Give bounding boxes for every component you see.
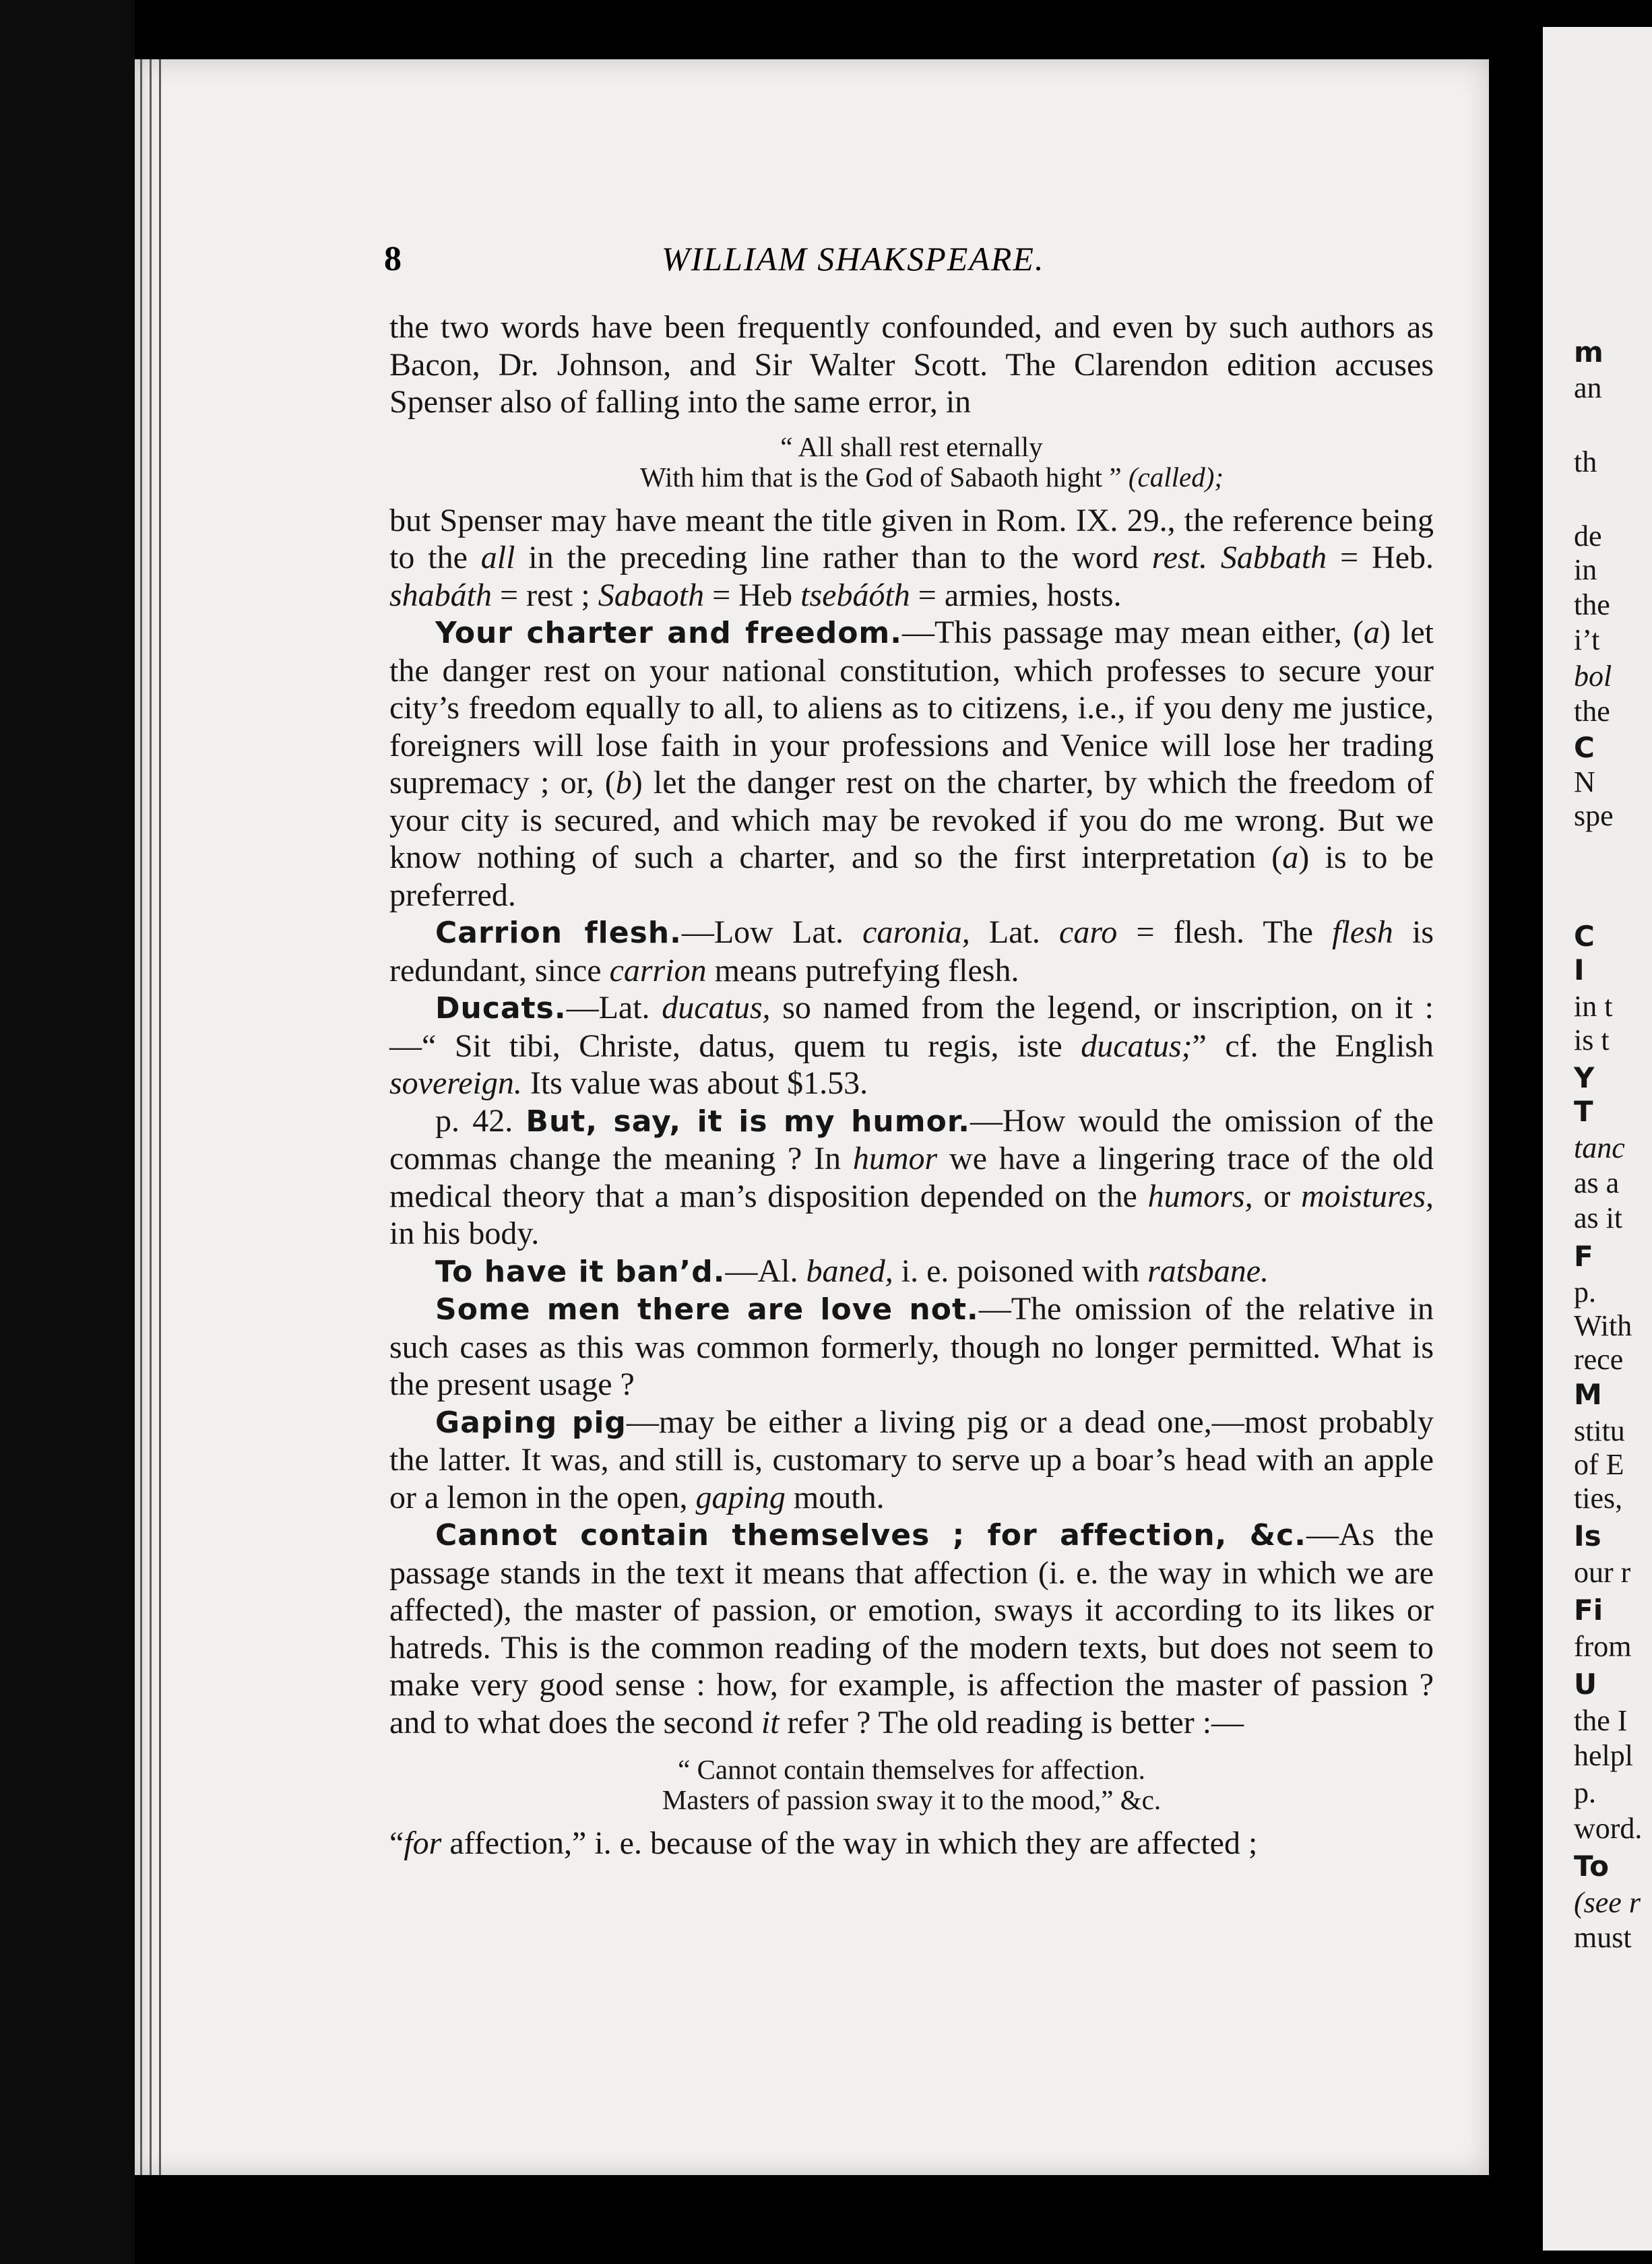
text: = Heb. bbox=[1327, 540, 1434, 575]
italic: ratsbane. bbox=[1147, 1253, 1269, 1289]
quote-line bbox=[389, 462, 1434, 493]
note-entry bbox=[389, 1253, 1434, 1291]
facing-page-fragment: ties, bbox=[1574, 1482, 1623, 1515]
facing-page-fragment: T bbox=[1574, 1095, 1593, 1128]
verse-quote bbox=[389, 1755, 1434, 1815]
italic: baned, bbox=[806, 1253, 893, 1289]
text: —Lat. bbox=[566, 990, 662, 1026]
facing-page-fragment: I bbox=[1574, 953, 1585, 986]
facing-page-fragment: p. bbox=[1574, 1276, 1596, 1309]
note-entry bbox=[389, 1102, 1434, 1253]
note-entry bbox=[389, 614, 1434, 914]
italic: ducatus; bbox=[1081, 1028, 1193, 1064]
paragraph bbox=[389, 309, 1434, 421]
text: = flesh. The bbox=[1117, 914, 1333, 950]
scan-background-left bbox=[0, 0, 135, 2264]
italic: shabáth bbox=[389, 577, 493, 613]
italic: Sabaoth bbox=[598, 577, 705, 613]
text: = rest ; bbox=[492, 577, 598, 613]
italic: all bbox=[480, 540, 515, 575]
text: is redundant, since bbox=[389, 914, 1434, 988]
facing-page-fragment: M bbox=[1574, 1378, 1602, 1411]
italic: gaping bbox=[695, 1479, 786, 1515]
italic: a bbox=[1363, 615, 1380, 650]
text: the two words have been frequently confounded, and even by such authors as Bacon, Dr. Johnson, and Sir Walter Scott. The Clarendon edition accuses Spenser also of falling into the same error, in bbox=[389, 309, 1434, 420]
facing-page-fragment: helpl bbox=[1574, 1739, 1633, 1772]
italic: tsebáóth bbox=[800, 577, 910, 613]
italic: ducatus, bbox=[662, 990, 771, 1026]
facing-page-fragment: tanc bbox=[1574, 1131, 1625, 1164]
facing-page-fragment: F bbox=[1574, 1240, 1593, 1273]
facing-page-fragment: in t bbox=[1574, 990, 1613, 1023]
text: mouth. bbox=[785, 1479, 885, 1515]
headword: Carrion flesh. bbox=[435, 916, 682, 950]
quote-line: Masters of passion sway it to the mood,” &c. bbox=[662, 1784, 1162, 1815]
running-head-title: WILLIAM SHAKSPEARE. bbox=[662, 240, 1045, 278]
text: Lat. bbox=[970, 914, 1060, 950]
facing-page-fragment: in bbox=[1574, 553, 1597, 586]
italic: flesh bbox=[1332, 914, 1393, 950]
headword: Cannot contain themselves ; for affection, &c. bbox=[435, 1518, 1306, 1552]
note-entry bbox=[389, 1516, 1434, 1741]
facing-page-fragment: Is bbox=[1574, 1519, 1601, 1552]
headword: Ducats. bbox=[435, 991, 567, 1026]
facing-page-fragment: stitu bbox=[1574, 1414, 1625, 1447]
page-body bbox=[389, 309, 1434, 1862]
quote-line: “ Cannot contain themselves for affection. bbox=[678, 1754, 1145, 1785]
note-entry bbox=[389, 989, 1434, 1102]
note-entry bbox=[389, 1404, 1434, 1517]
text: we have a lingering trace of the old medical theory that a man’s disposition depended on the bbox=[389, 1141, 1434, 1214]
text: Its value was about $1.53. bbox=[521, 1065, 868, 1101]
gloss: (called); bbox=[1128, 461, 1224, 493]
text: but Spenser may have meant the title given in Rom. IX. 29., the reference being to the bbox=[389, 502, 1434, 575]
text: —The omission of the relative in such cases as this was common formerly, though no longer permitted. What is the present usage ? bbox=[389, 1291, 1434, 1402]
text: = armies, hosts. bbox=[910, 577, 1122, 613]
facing-page-fragment: our r bbox=[1574, 1556, 1631, 1589]
text: ) let the danger rest on your national constitution, which professes to secure your city’s freedom equally to all, to aliens as to citizens, i.e., if you deny me justice, foreigners will lose faith in your professions and Venice will lose her trading supremacy ; or, ( bbox=[389, 615, 1434, 800]
verse-quote bbox=[389, 432, 1434, 493]
running-header bbox=[384, 239, 1125, 286]
facing-page-fragment: an bbox=[1574, 371, 1602, 404]
facing-page-fragment: from bbox=[1574, 1630, 1632, 1663]
italic: humors, bbox=[1147, 1178, 1253, 1214]
text: “ bbox=[389, 1825, 404, 1861]
facing-page-fragment: the bbox=[1574, 695, 1610, 728]
text: in the preceding line rather than to the word bbox=[515, 540, 1152, 575]
facing-page-fragment: Y bbox=[1574, 1061, 1595, 1094]
note-entry bbox=[389, 914, 1434, 989]
headword: But, say, it is my humor. bbox=[526, 1104, 970, 1139]
text: —This passage may mean either, ( bbox=[901, 615, 1364, 650]
page-number: 8 bbox=[384, 240, 402, 278]
text: refer ? The old reading is better :— bbox=[779, 1704, 1244, 1740]
text: —may be either a living pig or a dead one,—most probably the latter. It was, and still is, customary to serve up a boar’s head with an apple or a lemon in the open, bbox=[389, 1404, 1434, 1515]
facing-page-fragment: spe bbox=[1574, 799, 1614, 832]
note-entry bbox=[389, 1290, 1434, 1404]
text: or bbox=[1252, 1178, 1302, 1214]
facing-page-fragment: of E bbox=[1574, 1448, 1624, 1481]
facing-page-fragment: N bbox=[1574, 765, 1595, 798]
facing-page-fragment: as a bbox=[1574, 1166, 1620, 1199]
facing-page-fragment: word. bbox=[1574, 1812, 1643, 1845]
text bbox=[1207, 540, 1221, 575]
page-ref: p. 42. bbox=[435, 1102, 526, 1139]
italic: for bbox=[404, 1825, 442, 1861]
facing-page-fragment: as it bbox=[1574, 1201, 1623, 1234]
facing-page-fragment: rece bbox=[1574, 1343, 1624, 1376]
facing-page-fragment: U bbox=[1574, 1668, 1597, 1701]
italic: it bbox=[761, 1704, 780, 1740]
facing-page-fragment: the I bbox=[1574, 1704, 1628, 1737]
facing-page-fragment: C bbox=[1574, 920, 1595, 953]
italic: rest. bbox=[1151, 540, 1207, 575]
text: in his body. bbox=[389, 1216, 540, 1251]
headword: Some men there are love not. bbox=[435, 1292, 979, 1327]
text: ) let the danger rest on the charter, by which the freedom of your city is secured, and which may be revoked if you do me wrong. But we know nothing of such a charter, and so the first interpretation ( bbox=[389, 765, 1434, 875]
text: —How would the omission of the commas change the meaning ? In bbox=[389, 1102, 1434, 1176]
headword: To have it ban’d. bbox=[435, 1254, 726, 1289]
facing-page-fragment: With bbox=[1574, 1309, 1632, 1342]
facing-page-fragment: (see r bbox=[1574, 1886, 1641, 1919]
italic: caro bbox=[1059, 914, 1118, 950]
page-edge-line bbox=[140, 59, 142, 2175]
facing-page-fragment: is t bbox=[1574, 1024, 1610, 1057]
text: i. e. poisoned with bbox=[893, 1253, 1148, 1289]
facing-page-fragment: bol bbox=[1574, 660, 1612, 693]
text: —Al. bbox=[725, 1253, 806, 1289]
facing-page-fragment: To bbox=[1574, 1850, 1609, 1883]
italic: humor bbox=[852, 1141, 938, 1176]
facing-page-fragment: th bbox=[1574, 445, 1597, 478]
facing-page-fragment: Fi bbox=[1574, 1594, 1603, 1627]
quote-line: “ All shall rest eternally bbox=[780, 431, 1043, 462]
paragraph bbox=[389, 502, 1434, 615]
facing-page-fragment: i’t bbox=[1574, 623, 1600, 656]
page-edge-line bbox=[150, 59, 152, 2175]
text: ) is to be preferred. bbox=[389, 840, 1434, 913]
facing-page-fragment: m bbox=[1574, 336, 1603, 369]
paragraph bbox=[389, 1825, 1434, 1862]
text: = Heb bbox=[704, 577, 801, 613]
italic: Sabbath bbox=[1220, 540, 1327, 575]
headword: Your charter and freedom. bbox=[435, 616, 902, 650]
text: —As the passage stands in the text it means that affection (i. e. the way in which we are affected), the master of passion, or emotion, sways it according to its likes or hatreds. This is the common reading of the modern texts, but does not seem to make very good sense : how, for example, is affection the master of passion ? and to what does the second bbox=[389, 1517, 1434, 1740]
italic: sovereign. bbox=[389, 1065, 522, 1101]
facing-page-fragment: must bbox=[1574, 1921, 1632, 1954]
facing-page-fragment: the bbox=[1574, 588, 1610, 621]
text: affection,” i. e. because of the way in which they are affected ; bbox=[441, 1825, 1258, 1861]
headword: Gaping pig bbox=[435, 1405, 627, 1440]
italic: caronia, bbox=[862, 914, 970, 950]
text: —Low Lat. bbox=[681, 914, 863, 950]
italic: moistures, bbox=[1301, 1178, 1434, 1214]
text: so named from the legend, or inscription, on it :—“ Sit tibi, Christe, datus, quem tu regis, iste bbox=[389, 990, 1434, 1064]
italic: b bbox=[615, 765, 632, 800]
italic: carrion bbox=[609, 952, 707, 988]
facing-page-fragment: p. bbox=[1574, 1776, 1596, 1809]
text: ” cf. the English bbox=[1192, 1028, 1434, 1064]
text: means putrefying flesh. bbox=[706, 952, 1019, 988]
text: With him that is the God of Sabaoth hight ” bbox=[639, 461, 1122, 493]
italic: a bbox=[1282, 840, 1299, 875]
facing-page-fragment: C bbox=[1574, 731, 1595, 764]
page-edge-line bbox=[159, 59, 161, 2175]
facing-page-fragment: de bbox=[1574, 520, 1602, 553]
